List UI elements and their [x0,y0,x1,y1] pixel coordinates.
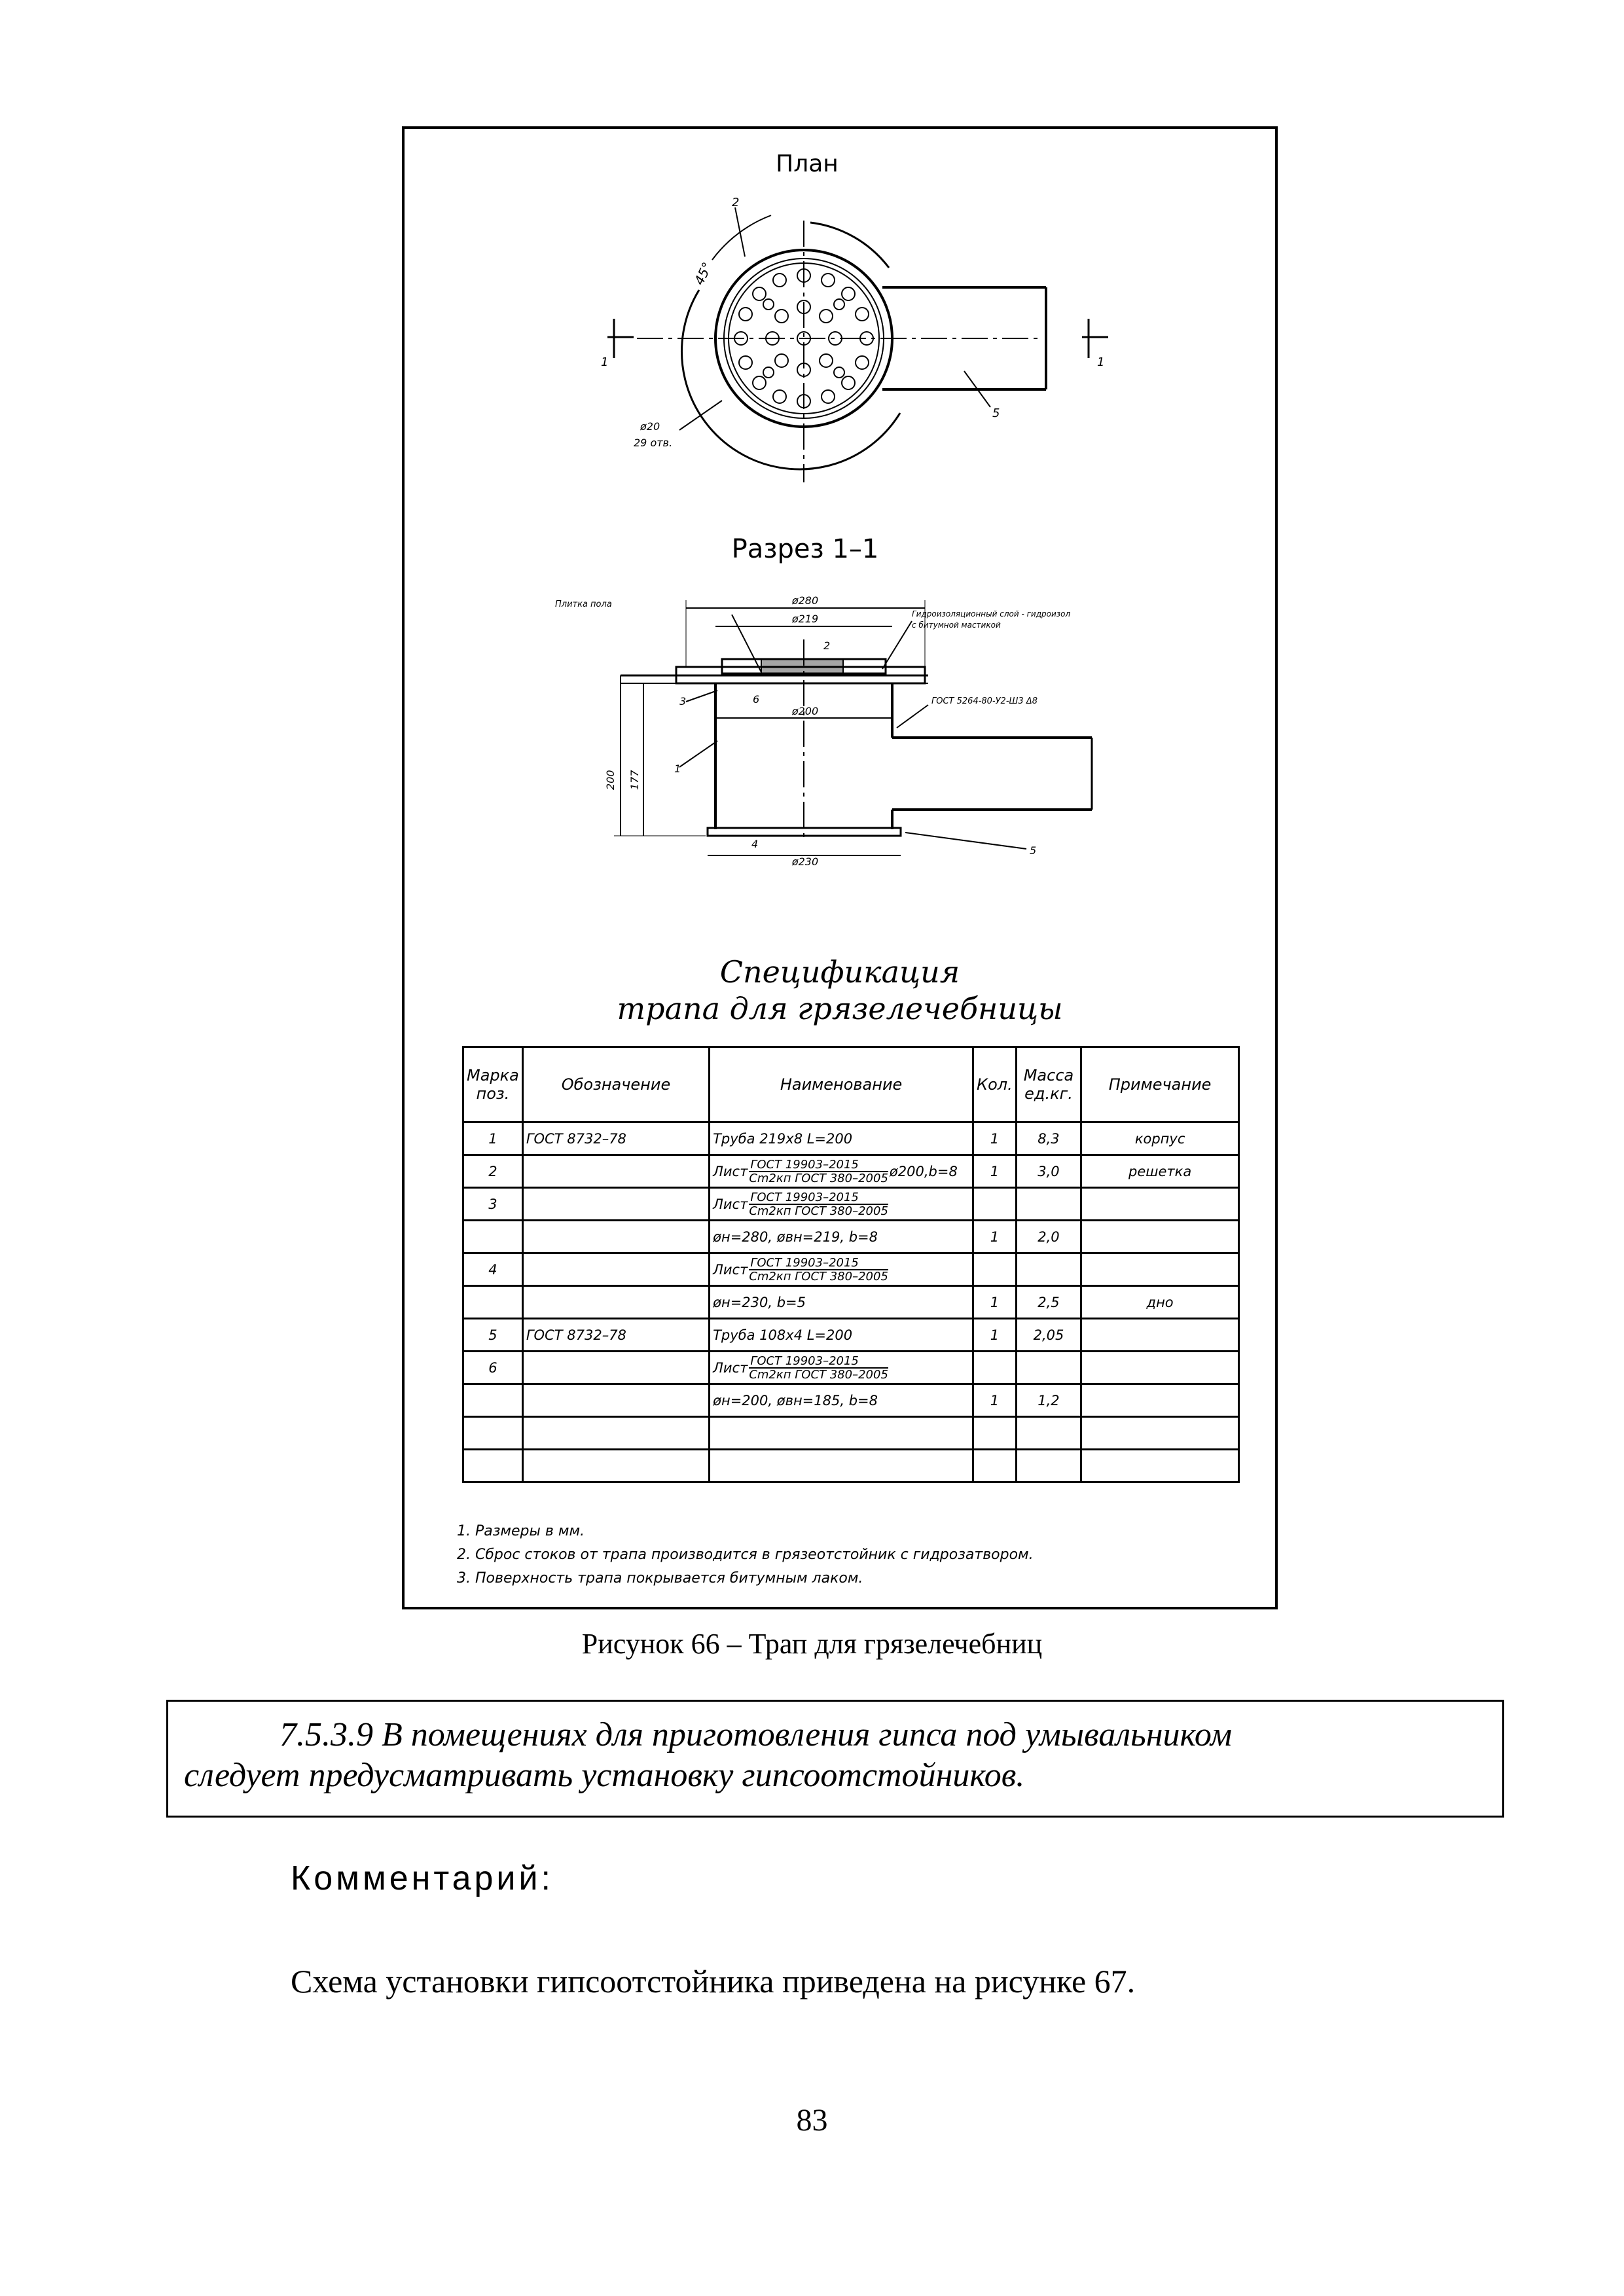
section-h177: 177 [628,770,641,790]
section-d280: ø280 [791,594,819,607]
cell-mark: 4 [463,1253,523,1286]
plan-holes-dia: ø20 [640,420,660,433]
frac-top: ГОСТ 19903–2015 [749,1191,888,1205]
cell-mass [1016,1253,1081,1286]
cell-mark [463,1286,523,1319]
cell-mass: 2,5 [1016,1286,1081,1319]
cell-mass: 2,05 [1016,1319,1081,1352]
cell-qty: 1 [973,1155,1017,1188]
sheet-fraction [713,1355,890,1381]
table-row [463,1122,1239,1155]
plan-pos-5: 5 [992,406,1000,420]
table-row [463,1155,1239,1188]
cell-designation [522,1155,709,1188]
cell-note [1081,1319,1239,1352]
note-item: 2. Сброс стоков от трапа производится в грязеотстойник с гидрозатвором. [457,1547,1034,1563]
header-note: Примечание [1081,1047,1239,1122]
section-h200: 200 [604,770,617,790]
drawing-notes [457,1520,1034,1590]
cell-qty: 1 [973,1319,1017,1352]
table-row [463,1221,1239,1253]
header-qty: Кол. [973,1047,1017,1122]
cell-name: Труба 219х8 L=200 [710,1122,973,1155]
table-row-empty [463,1450,1239,1482]
cell-mark: 1 [463,1122,523,1155]
section-drawing [614,600,1092,855]
figure-caption: Рисунок 66 – Трап для грязелечебниц [581,1628,1043,1660]
cell-name: Труба 108х4 L=200 [710,1319,973,1352]
frac-prefix: Лист [713,1196,748,1212]
header-mass: Масса ед.кг. [1016,1047,1081,1122]
cell-mass: 2,0 [1016,1221,1081,1253]
sheet-fraction [713,1257,890,1283]
spec-title-line2: трапа для грязелечебницы [617,991,1063,1026]
cell-designation [522,1384,709,1417]
frac-prefix: Лист [713,1359,748,1376]
plan-cut-left: 1 [601,355,609,369]
cell-mark: 5 [463,1319,523,1352]
cell-name: øн=230, b=5 [710,1286,973,1319]
clause-line-1: 7.5.3.9 В помещениях для приготовления гипса под умывальником [280,1716,1233,1753]
note-item: 1. Размеры в мм. [457,1523,585,1539]
cell-note [1081,1352,1239,1384]
spec-table [462,1046,1240,1483]
cell-note: решетка [1081,1155,1239,1188]
spec-title-line1: Спецификация [719,954,960,990]
boxed-clause [166,1700,1504,1818]
section-pos-1: 1 [674,762,681,775]
table-row [463,1384,1239,1417]
cell-mark [463,1384,523,1417]
cell-qty: 1 [973,1286,1017,1319]
cell-note [1081,1188,1239,1221]
frac-prefix: Лист [713,1261,748,1278]
cell-designation: ГОСТ 8732–78 [522,1122,709,1155]
section-d230: ø230 [791,855,819,868]
cell-mass [1016,1188,1081,1221]
section-d219: ø219 [791,613,819,625]
cell-qty [973,1253,1017,1286]
section-pos-5: 5 [1030,844,1037,857]
cell-designation [522,1221,709,1253]
header-name: Наименование [710,1047,973,1122]
cell-mass: 3,0 [1016,1155,1081,1188]
cell-mark: 6 [463,1352,523,1384]
cell-name [710,1155,973,1188]
frac-top: ГОСТ 19903–2015 [749,1158,888,1172]
frac-bottom: Cm2кп ГОСТ 380–2005 [749,1204,888,1218]
label-waterproof-1: Гидроизоляционный слой - гидроизол [912,609,1071,619]
comment-heading: Комментарий: [291,1859,554,1897]
cell-note [1081,1253,1239,1286]
section-title: Разрез 1–1 [731,534,879,564]
cell-mass [1016,1352,1081,1384]
clause-line-2: следует предусматривать установку гипсоотстойников. [184,1757,1025,1794]
cell-name [710,1188,973,1221]
cell-name [710,1253,973,1286]
plan-title: План [776,151,839,177]
frac-bottom: Cm2кп ГОСТ 380–2005 [749,1269,888,1283]
table-row-empty [463,1417,1239,1450]
cell-mark: 3 [463,1188,523,1221]
label-gost-weld: ГОСТ 5264-80-У2-Ш3 Δ8 [931,696,1038,706]
label-waterproof-2: с битумной мастикой [912,620,1001,630]
comment-text: Схема установки гипсоотстойника приведена на рисунке 67. [291,1963,1136,2000]
cell-designation [522,1253,709,1286]
section-pos-6: 6 [753,693,760,706]
section-pos-2: 2 [823,639,831,652]
header-designation: Обозначение [522,1047,709,1122]
plan-pos-2: 2 [732,196,740,209]
cell-designation [522,1188,709,1221]
plan-cut-right: 1 [1097,355,1105,369]
label-floor-tile: Плитка пола [555,600,612,609]
cell-qty [973,1188,1017,1221]
table-row [463,1253,1239,1286]
cell-mass: 8,3 [1016,1122,1081,1155]
drawing-frame [402,126,1278,1609]
plan-drawing [607,207,1108,482]
cell-designation [522,1286,709,1319]
frac-top: ГОСТ 19903–2015 [749,1257,888,1270]
cell-qty [973,1352,1017,1384]
frac-bottom: Cm2кп ГОСТ 380–2005 [749,1171,888,1185]
frac-suffix: ø200,b=8 [889,1163,958,1179]
note-item: 3. Поверхность трапа покрывается битумным лаком. [457,1570,863,1587]
plan-holes-count: 29 отв. [634,437,673,449]
cell-qty: 1 [973,1122,1017,1155]
page-number: 83 [796,2103,828,2138]
table-row [463,1319,1239,1352]
cell-mass: 1,2 [1016,1384,1081,1417]
frac-top: ГОСТ 19903–2015 [749,1355,888,1369]
header-mark: Марка поз. [463,1047,523,1122]
table-row [463,1286,1239,1319]
cell-mark: 2 [463,1155,523,1188]
cell-qty: 1 [973,1221,1017,1253]
cell-name [710,1352,973,1384]
plan-angle-label: 45° [691,259,715,288]
cell-designation: ГОСТ 8732–78 [522,1319,709,1352]
table-row [463,1352,1239,1384]
sheet-fraction [713,1158,958,1185]
cell-note [1081,1384,1239,1417]
table-row [463,1188,1239,1221]
cell-qty: 1 [973,1384,1017,1417]
cell-note [1081,1221,1239,1253]
sheet-fraction [713,1191,890,1217]
frac-prefix: Лист [713,1163,748,1179]
spec-header-row [463,1047,1239,1122]
section-d200: ø200 [791,705,819,717]
cell-name: øн=280, øвн=219, b=8 [710,1221,973,1253]
cell-name: øн=200, øвн=185, b=8 [710,1384,973,1417]
cell-designation [522,1352,709,1384]
cell-mark [463,1221,523,1253]
section-pos-4: 4 [751,838,759,850]
cell-note: корпус [1081,1122,1239,1155]
frac-bottom: Cm2кп ГОСТ 380–2005 [749,1367,888,1382]
cell-note: дно [1081,1286,1239,1319]
section-pos-3: 3 [679,695,687,708]
